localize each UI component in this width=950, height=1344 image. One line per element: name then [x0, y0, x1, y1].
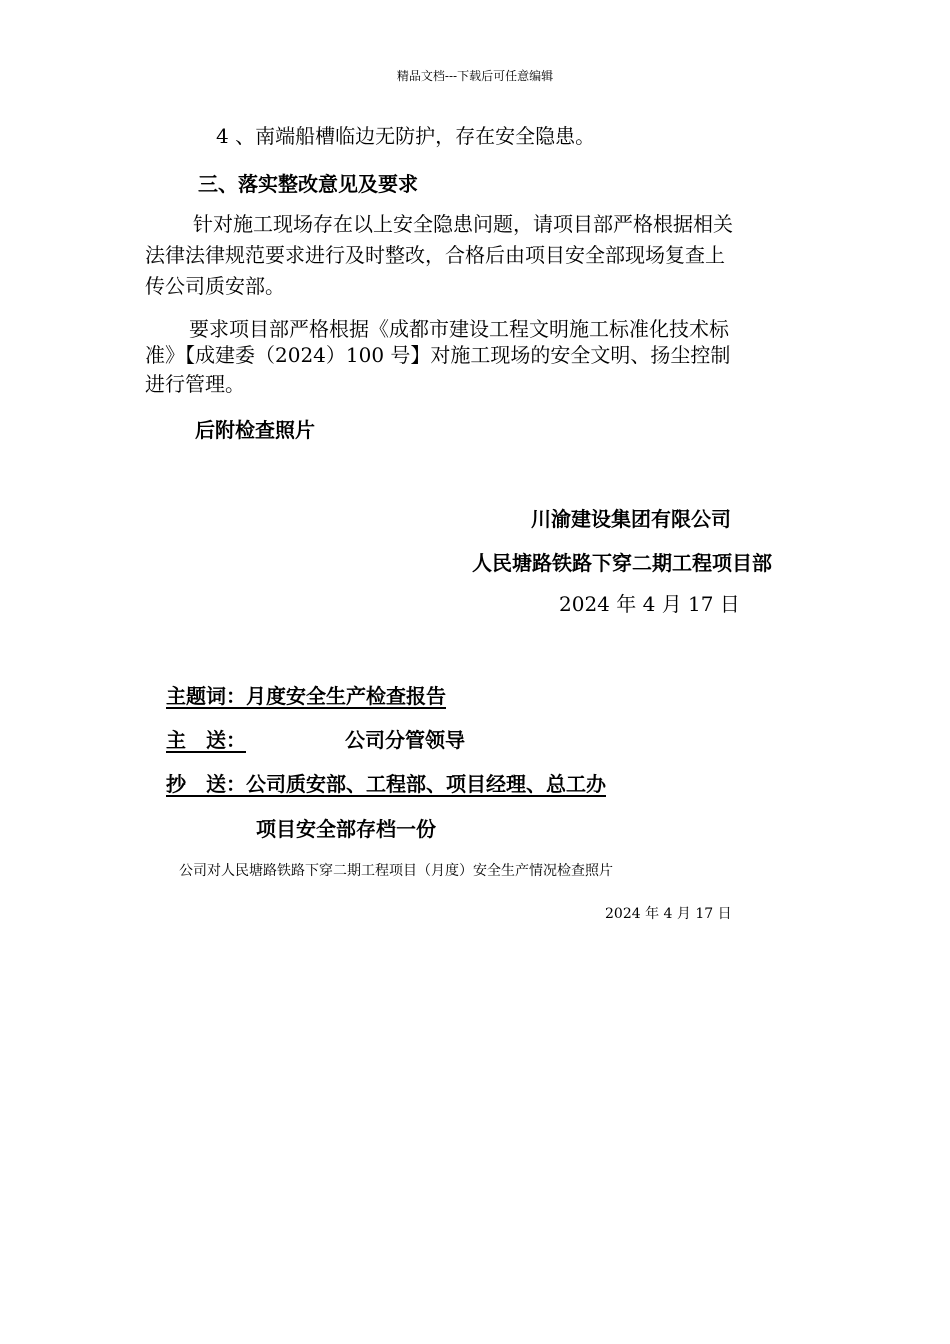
signature-company: 川渝建设集团有限公司	[531, 507, 731, 531]
para2-line2: 准》【成建委（2024）100 号】对施工现场的安全文明、扬尘控制	[145, 343, 731, 367]
section-3-heading: 三、落实整改意见及要求	[198, 172, 418, 196]
signature-project-dept: 人民塘路铁路下穿二期工程项目部	[472, 551, 772, 575]
para1-line3: 传公司质安部。	[145, 274, 285, 298]
cc-extra-line: 项目安全部存档一份	[256, 817, 436, 841]
header-note: 精品文档---下载后可任意编辑	[396, 69, 554, 83]
para2-line3: 进行管理。	[145, 372, 245, 396]
send-to-line	[166, 724, 479, 753]
para1-line2: 法律法律规范要求进行及时整改，合格后由项目安全部现场复查上	[145, 243, 725, 267]
para1-line1: 针对施工现场存在以上安全隐患问题，请项目部严格根据相关	[193, 212, 733, 236]
para2-line1: 要求项目部严格根据《成都市建设工程文明施工标准化技术标	[189, 317, 729, 341]
item-4: 4 、南端船槽临边无防护，存在安全隐患。	[216, 124, 596, 148]
send-to-value: 公司分管领导	[345, 728, 465, 752]
cc-line: 抄 送：公司质安部、工程部、项目经理、总工办	[166, 772, 606, 796]
subject-line: 主题词：月度安全生产检查报告	[166, 684, 446, 708]
photo-date: 2024 年 4 月 17 日	[605, 906, 732, 922]
attachment-label: 后附检查照片	[195, 418, 315, 442]
send-to-label: 主 送：	[166, 728, 246, 752]
signature-date: 2024 年 4 月 17 日	[559, 592, 740, 616]
photo-caption: 公司对人民塘路铁路下穿二期工程项目（月度）安全生产情况检查照片	[179, 863, 613, 879]
